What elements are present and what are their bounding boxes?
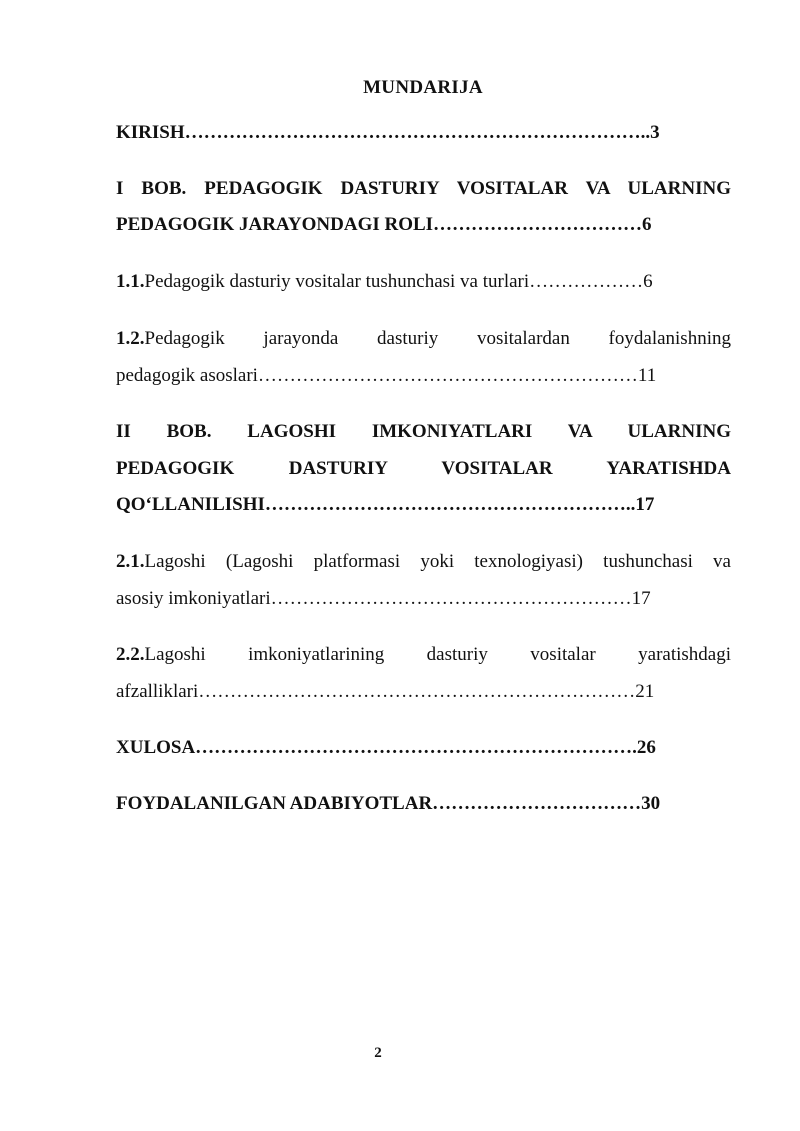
toc-entry-chapter-2-line-2: PEDAGOGIK DASTURIY VOSITALAR YARATISHDA — [116, 458, 731, 479]
toc-entry-xulosa: XULOSA…………………………………………………………….26 — [116, 737, 656, 758]
toc-entry-chapter-2-line-3: QO‘LLANILISHI…………………………………………………..17 — [116, 494, 655, 515]
section-text: Lagoshi (Lagoshi platformasi yoki texnologiyasi) tushunchasi va — [144, 551, 731, 572]
toc-entry-1-2-line-2: pedagogik asoslari……………………………………………………11 — [116, 365, 657, 386]
section-text: Lagoshi imkoniyatlarining dasturiy vositalar yaratishdagi — [144, 644, 731, 665]
toc-entry-2-2-line-2: afzalliklari……………………………………………………………21 — [116, 681, 655, 702]
toc-title: MUNDARIJA — [363, 77, 483, 98]
section-number: 2.2. — [116, 644, 145, 665]
toc-entry-2-1-line-1 — [116, 550, 731, 574]
toc-entry-kirish: KIRISH………………………………………………………………..3 — [116, 122, 660, 143]
section-text: Pedagogik jarayonda dasturiy vositalardan foydalanishning — [144, 328, 731, 349]
section-number: 1.2. — [116, 328, 145, 349]
toc-entry-1-2-line-1 — [116, 327, 731, 351]
toc-entry-chapter-2-line-1: II BOB. LAGOSHI IMKONIYATLARI VA ULARNING — [116, 421, 731, 442]
page-number: 2 — [374, 1045, 382, 1061]
toc-entry-chapter-1-line-2: PEDAGOGIK JARAYONDAGI ROLI……………………………6 — [116, 214, 652, 235]
toc-entry-1-1 — [116, 270, 731, 294]
toc-entry-2-2-line-1 — [116, 643, 731, 667]
section-text: Pedagogik dasturiy vositalar tushunchasi va turlari………………6 — [144, 271, 653, 292]
toc-entry-chapter-1-line-1: I BOB. PEDAGOGIK DASTURIY VOSITALAR VA ULARNING — [116, 178, 731, 199]
toc-entry-2-1-line-2: asosiy imkoniyatlari…………………………………………………17 — [116, 588, 651, 609]
toc-entry-adabiyotlar: FOYDALANILGAN ADABIYOTLAR……………………………30 — [116, 793, 661, 814]
section-number: 2.1. — [116, 551, 145, 572]
section-number: 1.1. — [116, 271, 145, 292]
